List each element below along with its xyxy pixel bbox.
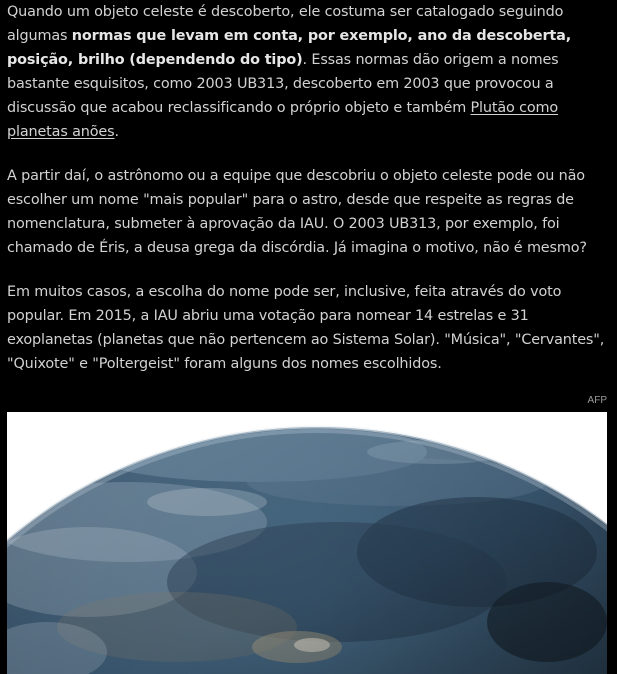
pluto-dwarf-planets-link[interactable]: Plutão como planetas anões bbox=[7, 100, 559, 140]
planet-image bbox=[7, 412, 607, 674]
paragraph-1-text-c: . bbox=[114, 124, 119, 140]
article-body bbox=[7, 0, 611, 376]
photo-credit: AFP bbox=[587, 395, 607, 406]
paragraph-1-bold: normas que levam em conta, por exemplo, ano da descoberta, posição, brilho (dependendo do tipo) bbox=[7, 28, 572, 68]
paragraph-3: Em muitos casos, a escolha do nome pode ser, inclusive, feita através do voto popular. Em 2015, a IAU abriu uma votação para nomear 14 estrelas e 31 exoplanetas (planetas que não pertencem ao Sistema Solar). "Música", "Cervantes", "Quixote" e "Poltergeist" foram alguns dos nomes escolhidos. bbox=[7, 284, 605, 372]
paragraph-1-text-b: . Essas normas dão origem a nomes bastante esquisitos, como 2003 UB313, descoberto em 2003 que provocou a discussão que acabou reclassificando o próprio objeto e também bbox=[7, 52, 559, 116]
paragraph-1-text-a: Quando um objeto celeste é descoberto, ele costuma ser catalogado seguindo algumas bbox=[7, 4, 564, 44]
planet-illustration bbox=[7, 412, 607, 674]
paragraph-1 bbox=[7, 0, 611, 144]
paragraph-2: A partir daí, o astrônomo ou a equipe que descobriu o objeto celeste pode ou não escolher um nome "mais popular" para o astro, desde que respeite as regras de nomenclatura, submeter à aprovação da IAU. O 2003 UB313, por exemplo, foi chamado de Éris, a deusa grega da discórdia. Já imagina o motivo, não é mesmo? bbox=[7, 168, 587, 256]
